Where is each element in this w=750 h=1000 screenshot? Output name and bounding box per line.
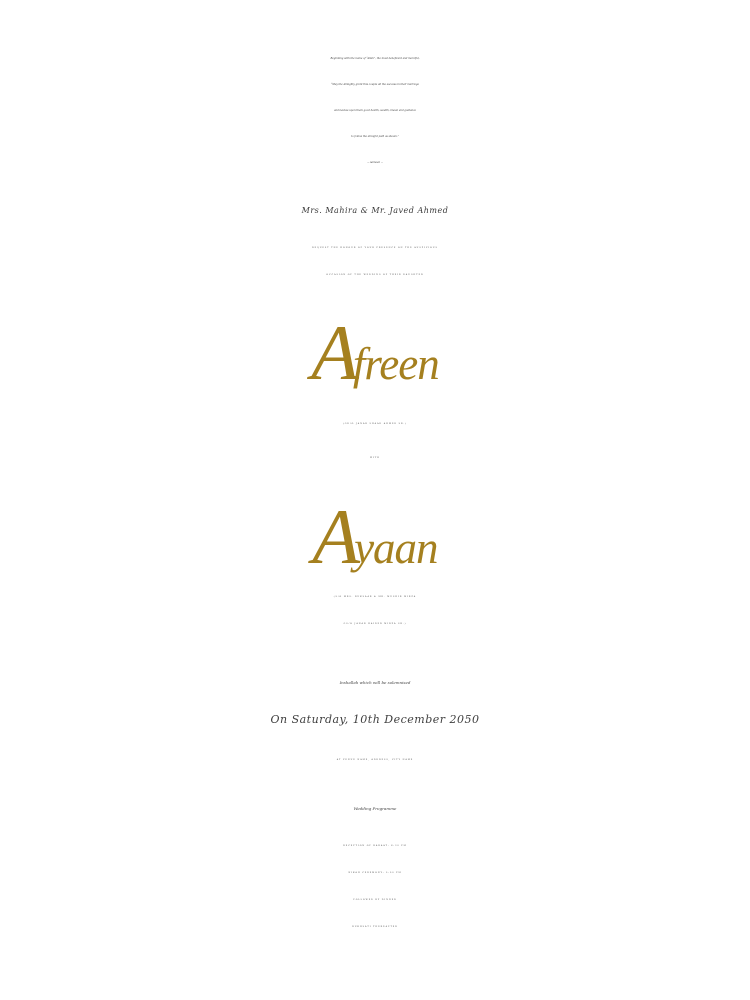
blessing-amen: ~ Aameen ~ <box>366 161 383 164</box>
groom-relation-line-2: GS/O JANAB HAIDER MIRZA SB.) <box>343 623 407 625</box>
blessing-line-2: “May the Almighty grant this couple all the success in their marriage <box>330 83 419 86</box>
groom-relation-line-1: (S/O MRS. RUKSAAR & MR. MUSHIR MIRZA <box>333 596 417 598</box>
host-names: Mrs. Mahira & Mr. Javed Ahmed <box>301 206 449 215</box>
bride-relation: (GD/O JANAB SHAAD AHMED SB.) <box>343 423 407 425</box>
programme-title: Wedding Programme <box>353 806 397 811</box>
groom-name <box>0 492 750 582</box>
programme-item: RECEPTION OF BARAAT: 8:30 PM <box>343 845 407 847</box>
bride-name-rest: freen <box>352 339 439 389</box>
programme-item: NIKAH CEREMONY: 9:00 PM <box>348 872 402 874</box>
groom-name-initial: A <box>312 493 355 580</box>
solemnised-line: Inshallah which will be solemnised <box>339 680 411 685</box>
connector-with: WITH <box>370 457 380 459</box>
programme-item: FOLLOWED BY DINNER <box>353 899 397 901</box>
blessing-line-3: and bestow upon them good health, wealth, imaan and guidance <box>333 109 417 112</box>
groom-name-rest: yaan <box>354 523 438 573</box>
request-line-1: REQUEST THE HONOUR OF YOUR PRESENCE ON THE AUSPICIOUS <box>312 247 438 249</box>
venue-line: AT VENUE NAME, ADDRESS, CITY NAME <box>336 759 414 761</box>
wedding-date: On Saturday, 10th December 2050 <box>270 713 480 726</box>
blessing-line-4: to follow the straight path as shown.” <box>351 135 399 138</box>
bride-name-initial: A <box>311 309 353 396</box>
bride-name <box>0 308 750 398</box>
blessing-line-1: Beginning with the name of “Allah”, the most beneficent and merciful, <box>330 57 420 60</box>
request-line-2: OCCASION OF THE WEDDING OF THEIR DAUGHTER <box>326 274 424 276</box>
programme-item: RUKHSATI THEREAFTER <box>352 926 398 928</box>
